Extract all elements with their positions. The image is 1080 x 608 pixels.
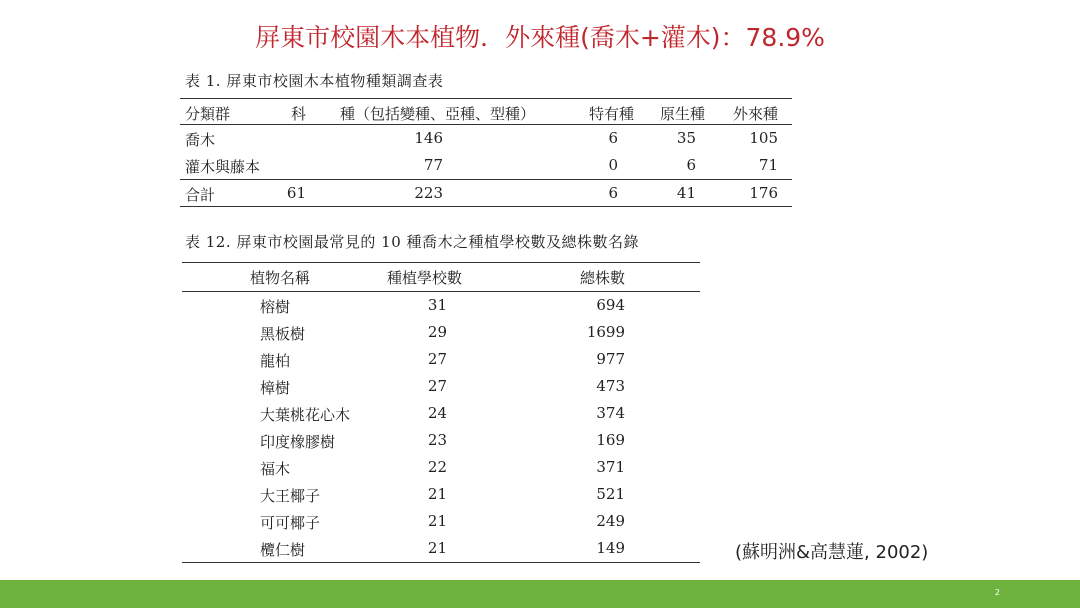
table2-cell-name: 大葉桃花心木 <box>260 406 351 424</box>
table1-cell-endemic: 0 <box>608 156 618 174</box>
table2-header-schools: 種植學校數 <box>387 269 463 287</box>
table-row <box>180 152 792 179</box>
table2-cell-schools: 23 <box>427 431 447 449</box>
table2-cell-name: 黑板樹 <box>260 325 306 343</box>
slide-title: 屏東市校園木本植物．外來種(喬木+灌木)：78.9% <box>255 23 825 52</box>
table2-cell-schools: 21 <box>427 539 447 557</box>
table2-cell-schools: 27 <box>427 350 447 368</box>
table2-cell-schools: 29 <box>427 323 447 341</box>
table-row <box>182 535 700 562</box>
table2-cell-name: 樟樹 <box>260 379 291 397</box>
table2-cell-name: 大王椰子 <box>260 487 321 505</box>
table1-total-species: 223 <box>414 184 443 202</box>
table2-cell-count: 977 <box>596 350 625 368</box>
citation: (蘇明洲&高慧蓮, 2002) <box>735 542 929 563</box>
table2-cell-name: 欖仁樹 <box>260 541 306 559</box>
table2-cell-schools: 21 <box>427 485 447 503</box>
table1-total-group: 合計 <box>185 186 216 204</box>
table2-cell-name: 福木 <box>260 460 291 478</box>
table2-cell-count: 149 <box>596 539 625 557</box>
table2-header-count: 總株數 <box>580 269 626 287</box>
table1-cell-species: 146 <box>414 129 443 147</box>
table2-caption: 表 12. 屏東市校園最常見的 10 種喬木之種植學校數及總株數名錄 <box>185 233 640 251</box>
table-row <box>182 292 700 319</box>
table-row <box>182 508 700 535</box>
table1-header-exotic: 外來種 <box>733 105 779 123</box>
page-number: 2 <box>994 588 1000 597</box>
table1-cell-group: 喬木 <box>185 131 216 149</box>
table1-cell-exotic: 71 <box>758 156 778 174</box>
table1-cell-exotic: 105 <box>749 129 778 147</box>
footer-bar <box>0 580 1080 608</box>
table2-cell-schools: 21 <box>427 512 447 530</box>
table2-cell-count: 374 <box>596 404 625 422</box>
table1-header-family: 科 <box>291 105 307 123</box>
table2-cell-count: 169 <box>596 431 625 449</box>
table-row <box>182 481 700 508</box>
table2-cell-count: 521 <box>596 485 625 503</box>
table2-header-name: 植物名稱 <box>250 269 311 287</box>
table2-cell-schools: 24 <box>427 404 447 422</box>
table2-cell-name: 龍柏 <box>260 352 291 370</box>
table2-cell-count: 1699 <box>586 323 625 341</box>
table1-header-native: 原生種 <box>660 105 706 123</box>
table-row <box>182 319 700 346</box>
table1-total-row <box>180 179 792 206</box>
table-row <box>182 400 700 427</box>
table1-total-exotic: 176 <box>749 184 778 202</box>
table1-total-family: 61 <box>286 184 306 202</box>
table-row <box>182 373 700 400</box>
table-row <box>180 125 792 152</box>
table1-cell-native: 35 <box>676 129 696 147</box>
table1-total-native: 41 <box>676 184 696 202</box>
table1-total-endemic: 6 <box>608 184 618 202</box>
table1-header-endemic: 特有種 <box>589 105 635 123</box>
table1-header-row <box>180 99 792 125</box>
table2-cell-name: 榕樹 <box>260 298 291 316</box>
table2-cell-count: 249 <box>596 512 625 530</box>
table2-cell-schools: 22 <box>427 458 447 476</box>
table-row <box>182 346 700 373</box>
table1 <box>180 98 792 207</box>
table2-cell-count: 371 <box>596 458 625 476</box>
table2 <box>182 262 700 563</box>
table1-header-group: 分類群 <box>185 105 231 123</box>
table2-cell-count: 473 <box>596 377 625 395</box>
table2-cell-schools: 31 <box>427 296 447 314</box>
table2-cell-name: 印度橡膠樹 <box>260 433 336 451</box>
table2-cell-name: 可可椰子 <box>260 514 321 532</box>
table-row <box>182 427 700 454</box>
table1-cell-species: 77 <box>423 156 443 174</box>
table1-caption: 表 1. 屏東市校園木本植物種類調查表 <box>185 72 444 90</box>
table1-cell-endemic: 6 <box>608 129 618 147</box>
table1-header-species: 種（包括變種、亞種、型種） <box>340 105 536 123</box>
table2-cell-schools: 27 <box>427 377 447 395</box>
table2-header-row <box>182 263 700 292</box>
table2-cell-count: 694 <box>596 296 625 314</box>
table1-cell-native: 6 <box>686 156 696 174</box>
table1-cell-group: 灌木與藤本 <box>185 158 261 176</box>
table-row <box>182 454 700 481</box>
